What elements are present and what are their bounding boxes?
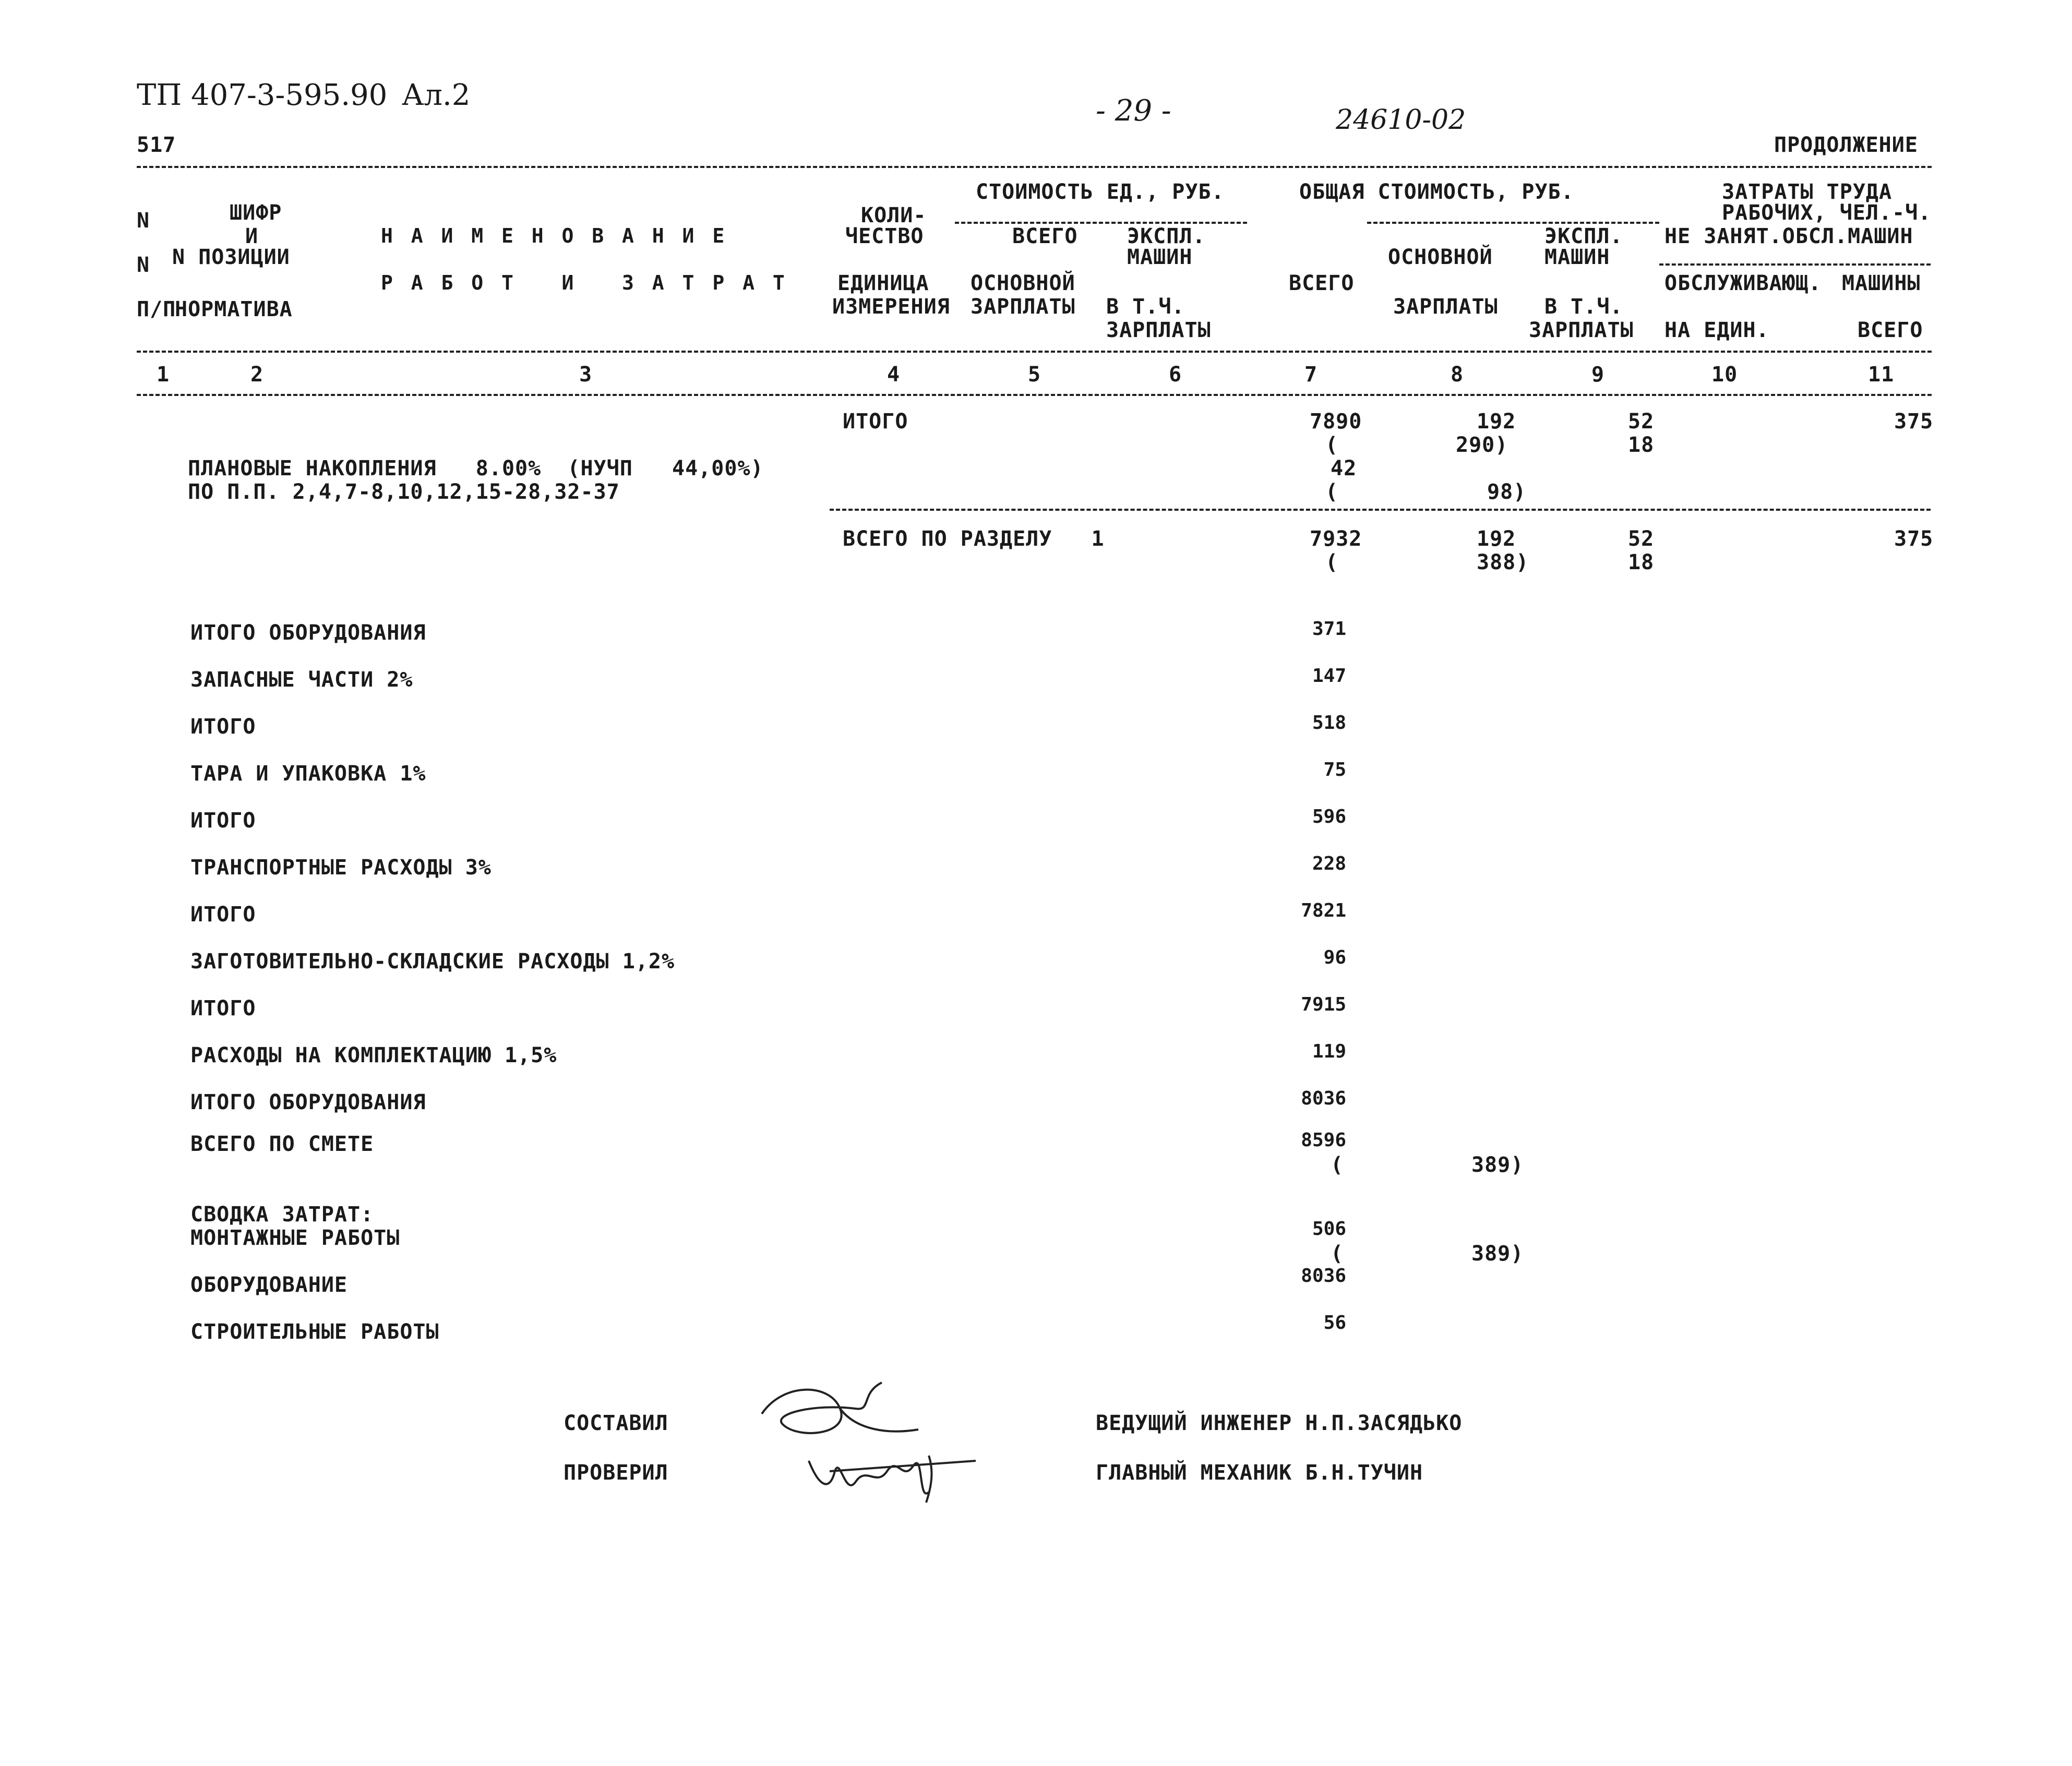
labor-sub-rule [1659, 263, 1931, 266]
signature-compiled [751, 1372, 929, 1450]
plan-total: 42 [1331, 456, 1357, 480]
total-estimate-label: ВСЕГО ПО СМЕТЕ [190, 1132, 374, 1156]
colnum-6: 6 [1169, 363, 1182, 387]
col9-h2: МАШИН [1544, 245, 1610, 269]
col5-h2: ОСНОВНОЙ [971, 271, 1075, 295]
col4-h4: ИЗМЕРЕНИЯ [832, 295, 950, 319]
install-label: МОНТАЖНЫЕ РАБОТЫ [190, 1226, 400, 1250]
section-paren-open: ( [1325, 550, 1339, 574]
itogo-label: ИТОГО [843, 410, 908, 434]
summary-value-7: 96 [1323, 947, 1346, 968]
continuation-label: ПРОДОЛЖЕНИЕ [1774, 133, 1918, 157]
summary-value-6: 7821 [1301, 900, 1346, 921]
doc-code: ТП 407-3-595.90 [137, 78, 388, 112]
labor-sub: НЕ ЗАНЯТ.ОБСЛ.МАШИН [1664, 224, 1913, 248]
itogo-mach: 52 [1628, 410, 1655, 434]
summary-label-1: ЗАПАСНЫЕ ЧАСТИ 2% [190, 668, 413, 692]
build-value: 56 [1323, 1312, 1346, 1333]
section-mach: 52 [1628, 527, 1655, 551]
col2-h4: НОРМАТИВА [175, 297, 293, 321]
summary-value-0: 371 [1312, 618, 1346, 640]
summary-value-2: 518 [1312, 712, 1346, 734]
colnum-2: 2 [250, 363, 264, 387]
section-labor: 375 [1894, 527, 1934, 551]
col3-h1: Н А И М Е Н О В А Н И Е [381, 224, 728, 247]
plan-line1: ПЛАНОВЫЕ НАКОПЛЕНИЯ 8.00% (НУЧП 44,00%) [188, 456, 764, 480]
col1-h2: N [137, 253, 150, 277]
install-value: 506 [1312, 1218, 1346, 1240]
col10-h1: ОБСЛУЖИВАЮЩ. [1664, 271, 1822, 295]
total-cost-group: ОБЩАЯ СТОИМОСТЬ, РУБ. [1299, 180, 1574, 204]
signature-checked [798, 1440, 986, 1513]
summary-value-4: 596 [1312, 806, 1346, 827]
col3-h2: Р А Б О Т И З А Т Р А Т [381, 271, 788, 294]
col4-h2: ЧЕСТВО [845, 224, 924, 248]
itogo-wages-b: 290) [1456, 433, 1508, 457]
col2-h1: ШИФР [230, 201, 282, 225]
colnum-10: 10 [1711, 363, 1738, 387]
col11-h1: МАШИНЫ [1842, 271, 1921, 295]
col9-h4: ЗАРПЛАТЫ [1529, 318, 1634, 342]
col5-h3: ЗАРПЛАТЫ [971, 295, 1075, 319]
summary-value-5: 228 [1312, 853, 1346, 874]
col9-h1: ЭКСПЛ. [1544, 224, 1623, 248]
col4-h1: КОЛИ- [861, 203, 927, 227]
col4-h3: ЕДИНИЦА [837, 271, 929, 295]
breakdown-title: СВОДКА ЗАТРАТ: [190, 1203, 374, 1227]
section-rule [830, 509, 1931, 511]
col7-h: ВСЕГО [1289, 271, 1355, 295]
colnum-1: 1 [157, 363, 170, 387]
summary-value-3: 75 [1323, 759, 1346, 780]
colnum-7: 7 [1304, 363, 1318, 387]
col6-h4: ЗАРПЛАТЫ [1106, 318, 1211, 342]
total-cost-sub-rule [1367, 222, 1659, 224]
col1-h1: N [137, 209, 150, 233]
summary-label-4: ИТОГО [190, 809, 256, 833]
summary-label-9: РАСХОДЫ НА КОМПЛЕКТАЦИЮ 1,5% [190, 1043, 557, 1067]
install-paren-val: 389) [1471, 1242, 1524, 1266]
itogo-mach-b: 18 [1628, 433, 1655, 457]
col6-h1: ЭКСПЛ. [1127, 224, 1206, 248]
build-label: СТРОИТЕЛЬНЫЕ РАБОТЫ [190, 1320, 439, 1344]
col8-h2: ЗАРПЛАТЫ [1393, 295, 1498, 319]
total-estimate-value: 8596 [1301, 1130, 1346, 1151]
section-mach-b: 18 [1628, 550, 1655, 574]
plan-line2: ПО П.П. 2,4,7-8,10,12,15-28,32-37 [188, 480, 620, 504]
labor-group-2: РАБОЧИХ, ЧЕЛ.-Ч. [1722, 201, 1932, 225]
colnum-8: 8 [1451, 363, 1464, 387]
col9-h3: В Т.Ч. [1544, 295, 1623, 319]
album-label: Ал.2 [402, 78, 471, 112]
itogo-total: 7890 [1310, 410, 1362, 434]
summary-label-5: ТРАНСПОРТНЫЕ РАСХОДЫ 3% [190, 856, 492, 880]
col8-h1: ОСНОВНОЙ [1388, 245, 1493, 269]
checked-by: ГЛАВНЫЙ МЕХАНИК Б.Н.ТУЧИН [1096, 1461, 1423, 1485]
col2-h3: N ПОЗИЦИИ [172, 245, 290, 269]
itogo-wages-b-open: ( [1325, 433, 1339, 457]
itogo-labor: 375 [1894, 410, 1934, 434]
header-bottom-rule [137, 351, 1932, 353]
total-estimate-paren-val: 389) [1471, 1153, 1524, 1177]
summary-label-7: ЗАГОТОВИТЕЛЬНО-СКЛАДСКИЕ РАСХОДЫ 1,2% [190, 950, 675, 974]
summary-value-8: 7915 [1301, 994, 1346, 1015]
labor-group-1: ЗАТРАТЫ ТРУДА [1722, 180, 1893, 204]
col6-h3: В Т.Ч. [1106, 295, 1185, 319]
install-paren: ( [1331, 1242, 1344, 1266]
colnum-11: 11 [1868, 363, 1895, 387]
table-top-rule [137, 166, 1932, 168]
colnum-3: 3 [579, 363, 593, 387]
summary-label-10: ИТОГО ОБОРУДОВАНИЯ [190, 1090, 426, 1114]
unit-cost-sub-rule [955, 222, 1247, 224]
col10-h2: НА ЕДИН. [1664, 318, 1769, 342]
summary-label-3: ТАРА И УПАКОВКА 1% [190, 762, 426, 786]
summary-value-10: 8036 [1301, 1088, 1346, 1109]
handwritten-number: 24610-02 [1336, 104, 1466, 136]
unit-cost-group: СТОИМОСТЬ ЕД., РУБ. [976, 180, 1225, 204]
summary-value-9: 119 [1312, 1041, 1346, 1062]
equip-label: ОБОРУДОВАНИЕ [190, 1273, 348, 1297]
summary-label-0: ИТОГО ОБОРУДОВАНИЯ [190, 621, 426, 645]
compiled-label: СОСТАВИЛ [564, 1411, 668, 1435]
col2-h2: И [245, 224, 259, 248]
plan-paren-open: ( [1325, 480, 1339, 504]
page-number: - 29 - [1096, 94, 1171, 128]
section-label: ВСЕГО ПО РАЗДЕЛУ 1 [843, 527, 1105, 551]
summary-label-6: ИТОГО [190, 903, 256, 927]
colnum-4: 4 [887, 363, 901, 387]
total-estimate-paren: ( [1331, 1153, 1344, 1177]
compiled-by: ВЕДУЩИЙ ИНЖЕНЕР Н.П.ЗАСЯДЬКО [1096, 1411, 1463, 1435]
colnum-5: 5 [1028, 363, 1041, 387]
section-wages: 192 [1477, 527, 1516, 551]
section-total: 7932 [1310, 527, 1362, 551]
col11-h2: ВСЕГО [1858, 318, 1923, 342]
col6-h2: МАШИН [1127, 245, 1193, 269]
section-wages-b: 388) [1477, 550, 1529, 574]
summary-label-8: ИТОГО [190, 996, 256, 1020]
colnum-9: 9 [1591, 363, 1605, 387]
col5-h1: ВСЕГО [1012, 224, 1078, 248]
sheet-number: 517 [137, 133, 176, 157]
numbers-bottom-rule [137, 394, 1932, 396]
checked-label: ПРОВЕРИЛ [564, 1461, 668, 1485]
equip-value: 8036 [1301, 1265, 1346, 1287]
summary-label-2: ИТОГО [190, 715, 256, 739]
col1-h3: П/П [137, 297, 176, 321]
plan-paren-val: 98) [1487, 480, 1527, 504]
itogo-wages: 192 [1477, 410, 1516, 434]
summary-value-1: 147 [1312, 665, 1346, 687]
